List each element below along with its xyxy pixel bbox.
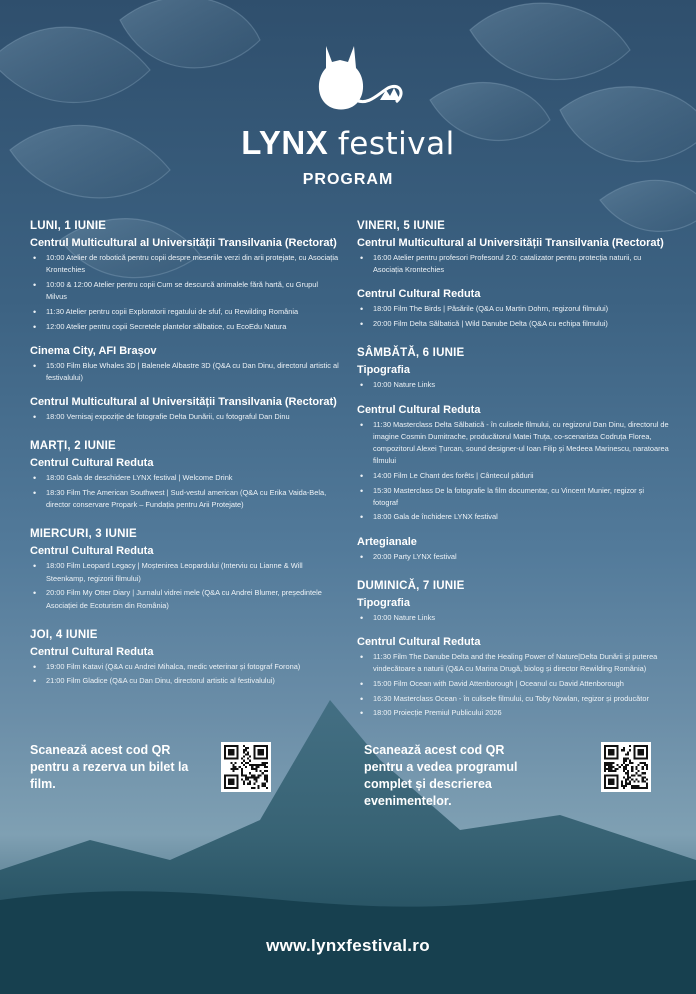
event-item: • 18:00 Vernisaj expoziție de fotografie Delta Dunării, cu fotograful Dan Dinu — [30, 411, 340, 423]
event-item: • 15:00 Film Blue Whales 3D | Balenele Albastre 3D (Q&A cu Dan Dinu, directorul artistic al festivalului) — [30, 360, 340, 384]
qr-program-text: Scanează acest cod QR pentru a vedea programul complet și descrierea evenimentelor. — [364, 743, 518, 808]
venue-heading: Centrul Multicultural al Universității Transilvania (Rectorat) — [357, 237, 664, 249]
event-item: • 11:30 Masterclass Delta Sălbatică - în culisele filmului, cu regizorul Dan Dinu, directorul de imagine Cosmin Dumitrache, producătorul Matei Truța, co-scenarista Codruța Florea, compozitorul Alexei Țurcan, sound designer-ul Ioan Filip și Medeea Marinescu, naratoarea filmului — [357, 419, 669, 468]
event-item: • 11:30 Atelier pentru copii Exploratorii regatului de sfuf, cu Rewilding România — [30, 306, 340, 318]
qr-program-block — [364, 742, 674, 810]
event-list — [30, 560, 340, 611]
venue-heading: Tipografia — [357, 596, 410, 609]
event-item: • 16:30 Masterclass Ocean - în culisele filmului, cu Toby Nowlan, regizor și producător — [357, 693, 669, 705]
event-list — [357, 303, 669, 330]
event-list — [357, 379, 669, 391]
schedule-right-column — [357, 220, 669, 728]
event-item: • 21:00 Film Gladice (Q&A cu Dan Dinu, directorul artistic al festivalului) — [30, 675, 340, 687]
venue-heading: Centrul Cultural Reduta — [30, 645, 154, 658]
event-list — [30, 661, 340, 688]
venue-heading: Artegianale — [357, 535, 417, 548]
day-heading: VINERI, 5 IUNIE — [357, 220, 445, 232]
event-item: • 18:30 Film The American Southwest | Sud-vestul american (Q&A cu Erika Vaida-Bela, director conservare Propark – Fundația pentru Arii Protejate) — [30, 487, 340, 511]
event-list — [30, 252, 340, 333]
event-item: • 19:00 Film Katavi (Q&A cu Andrei Mihalca, medic veterinar și fotograf Forona) — [30, 661, 340, 673]
day-heading: MIERCURI, 3 IUNIE — [30, 528, 137, 541]
brand-festival: festival — [337, 126, 455, 162]
event-item: • 11:30 Film The Danube Delta and the Healing Power of Nature|Delta Dunării și puterea vindecătoare a naturii (Q&A cu Marina Drugă, biolog și director Rewilding România) — [357, 651, 669, 675]
event-list — [30, 411, 340, 423]
event-item: • 20:00 Party LYNX festival — [357, 551, 669, 563]
festival-brand — [0, 124, 696, 163]
event-item: • 16:00 Atelier pentru profesori Profesorul 2.0: catalizator pentru protecția naturii, cu Asociația Krontechies — [357, 252, 669, 276]
event-list — [30, 472, 340, 511]
lynx-logo-icon — [288, 38, 408, 116]
event-item: • 15:30 Masterclass De la fotografie la film documentar, cu Vincent Munier, regizor și fotograf — [357, 485, 669, 509]
event-item: • 10:00 Nature Links — [357, 612, 669, 624]
event-item: • 18:00 Gala de închidere LYNX festival — [357, 511, 669, 523]
event-item: • 10:00 Atelier de robotică pentru copii despre meseriile verzi din arii protejate, cu Asociația Krontechies — [30, 252, 340, 276]
event-item: • 10:00 Nature Links — [357, 379, 669, 391]
venue-heading: Centrul Cultural Reduta — [357, 403, 481, 416]
event-item: • 18:00 Film Leopard Legacy | Moștenirea Leopardului (Interviu cu Lianne & Will Steenkamp, regizorii filmului) — [30, 560, 340, 584]
venue-heading: Centrul Cultural Reduta — [30, 457, 154, 470]
event-item: • 15:00 Film Ocean with David Attenborough | Oceanul cu David Attenborough — [357, 678, 669, 690]
event-item: • 18:00 Gala de deschidere LYNX festival | Welcome Drink — [30, 472, 340, 484]
venue-heading: Centrul Cultural Reduta — [357, 288, 481, 301]
page-title: PROGRAM — [302, 171, 394, 188]
event-list — [357, 551, 669, 563]
event-item: • 20:00 Film My Otter Diary | Jurnalul vidrei mele (Q&A cu Andrei Blumer, președintele Asociației de Ecoturism din România) — [30, 587, 340, 611]
qr-code-icon[interactable] — [221, 742, 271, 792]
venue-heading: Cinema City, AFI Brașov — [30, 344, 157, 357]
event-list — [357, 612, 669, 624]
event-item: • 12:00 Atelier pentru copii Secretele plantelor sălbatice, cu EcoEdu Natura — [30, 321, 340, 333]
event-item: • 10:00 & 12:00 Atelier pentru copii Cum se descurcă animalele fără hartă, cu Grupul Milvus — [30, 279, 340, 303]
venue-heading: Centrul Multicultural al Universității Transilvania (Rectorat) — [30, 396, 337, 409]
qr-ticket-text: Scanează acest cod QR pentru a rezerva un bilet la film. — [30, 743, 189, 791]
event-list — [357, 651, 669, 720]
event-item: • 18:00 Proiecție Premiul Publicului 2026 — [357, 707, 669, 719]
event-list — [357, 419, 669, 524]
day-heading: DUMINICĂ, 7 IUNIE — [357, 579, 465, 592]
event-list — [30, 360, 340, 384]
qr-code-icon[interactable] — [601, 742, 651, 792]
website-link[interactable]: www.lynxfestival.ro — [266, 936, 430, 955]
schedule-left-column — [30, 220, 340, 696]
day-heading: MARȚI, 2 IUNIE — [30, 440, 116, 453]
event-item: • 14:00 Film Le Chant des forêts | Cântecul pădurii — [357, 470, 669, 482]
qr-ticket-block — [30, 742, 340, 793]
venue-heading: Centrul Cultural Reduta — [357, 636, 481, 649]
venue-heading: Centrul Multicultural al Universității Transilvania (Rectorat) — [30, 237, 337, 249]
event-list — [357, 252, 669, 276]
event-item: • 20:00 Film Delta Sălbatică | Wild Danube Delta (Q&A cu echipa filmului) — [357, 318, 669, 330]
venue-heading: Tipografia — [357, 364, 410, 377]
brand-lynx: LYNX — [241, 124, 329, 161]
day-heading: LUNI, 1 IUNIE — [30, 220, 107, 232]
day-heading: JOI, 4 IUNIE — [30, 628, 98, 641]
event-item: • 18:00 Film The Birds | Păsările (Q&A cu Martin Dohrn, regizorul filmului) — [357, 303, 669, 315]
venue-heading: Centrul Cultural Reduta — [30, 545, 154, 558]
day-heading: SÂMBĂTĂ, 6 IUNIE — [357, 347, 465, 360]
header — [0, 38, 696, 189]
